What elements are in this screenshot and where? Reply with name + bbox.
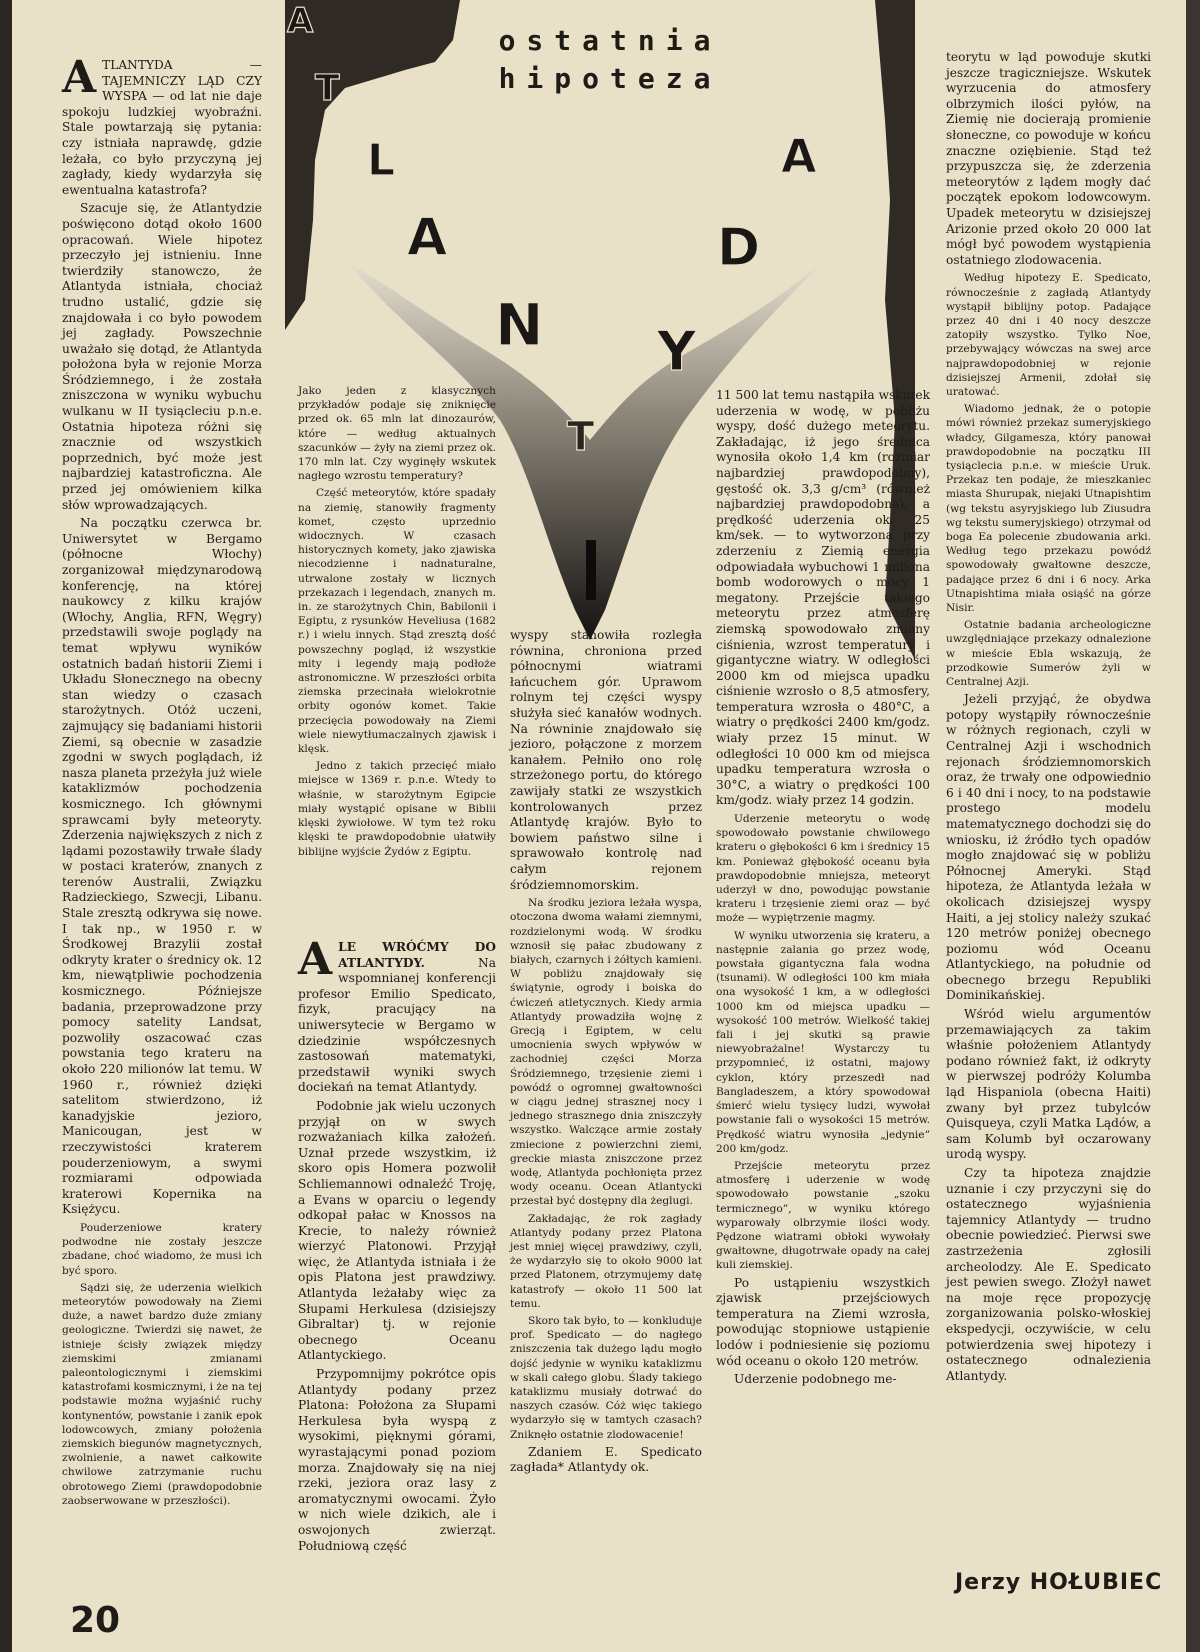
headline-line-1: ostatnia — [498, 24, 722, 57]
paragraph — [510, 628, 702, 893]
paragraph-text: Uderzenie podobnego me- — [734, 1372, 897, 1387]
paragraph — [946, 271, 1151, 399]
big-letter-1: A — [287, 1, 314, 41]
headline — [460, 22, 760, 98]
big-letter-4: A — [407, 208, 448, 268]
paragraph-text: Wśród wielu argumentów przemawiających za takim właśnie położeniem Atlantydy podano również fakt, iż odkryty w pierwszej podróży Kolumba ląd Hispaniola (obecna Haiti) zwany był przez tubylców Quisqueya, czyli Matka Lądów, a sam Kolumb był oczarowany urodą wyspy. — [946, 1007, 1151, 1162]
paragraph — [510, 1445, 702, 1476]
big-letter-3: L — [367, 135, 396, 186]
paragraph-text: W wyniku utworzenia się krateru, a następnie zalania go przez wodę, powstała gigantyczna fala wodna (tsunami). W odległości 100 km miała ona wysokość 1 km, a w odległości 1000 km od miejsca upadku — wysokość 100 metrów. Wielkość takiej fali i jej skutki są prawie niewyobrażalne! Wystarczy tu przypomnieć, iż ostatni, majowy cyklon, który przeszedł nad Bangladeszem, a który spowodował śmierć wielu tysięcy ludzi, wywołał powstanie fali o wysokości 15 metrów. Prędkość wiatru wynosiła „jedynie” 200 km/godz. — [716, 929, 930, 1155]
paragraph-text: 11 500 lat temu nastąpiła wskutek uderzenia w wodę, w pobliżu wyspy, dość dużego meteorytu. Zakładając, iż jego średnica wynosiła około 1,4 km (rozmiar najbardziej prawdopodobny), gęstość ok. 3,3 g/cm³ (również najbardziej prawdopodobna), a prędkość uderzenia ok. 25 km/sek. — to wytworzona przy zderzeniu z Ziemią energia odpowiadała wybuchowi 1 miliona bomb wodorowych o mocy 1 megatony. Przejście takiego meteorytu przez atmosferę ziemską spowodowało zmiany ciśnienia, wzrost temperatury i gigantyczne wiatry. W odległości 2000 km od miejsca upadku ciśnienie wzrosło o 8,5 atmosfery, temperatura wzrosła o 480°C, a wiatry o prędkości 2400 km/godz. wiały przez 15 minut. W odległości 10 000 km od miejsca upadku temperatura wzrosła o 30°C, a wiatry o prędkości 100 km/godz. wiały przez 14 godzin. — [716, 388, 930, 808]
section-lead: LE WRÓĆMY DO ATLANTYDY. — [338, 940, 496, 970]
text-column-4 — [716, 388, 930, 1391]
right-edge-band — [1186, 0, 1200, 1652]
paragraph-text: Czy ta hipoteza znajdzie uznanie i czy przyczyni się do ostatecznego wyjaśnienia tajemnicy Atlantydy — trudno obecnie powiedzieć. Pierwsi swe zastrzeżenia zgłosili archeolodzy. Ale E. Spedicato jest pewien swego. Złożył nawet na moje ręce propozycję zorganizowania polsko-włoskiej ekspedycji, oczywiście, w celu potwierdzenia swej hipotezy i ostatecznego odnalezienia Atlantydy. — [946, 1166, 1151, 1383]
paragraph-text: Pouderzeniowe kratery podwodne nie zostały jeszcze zbadane, choć wiadomo, że musi ich być sporo. — [62, 1221, 262, 1277]
paragraph — [946, 402, 1151, 615]
paragraph-text: Podobnie jak wielu uczonych przyjął on w swych rozważaniach kilka założeń. Uznał przede wszystkim, iż skoro opis Homera pozwolił Schliemannowi odnaleźć Troję, a Evans w oparciu o legendy odkopał pałac w Knossos na Krecie, to należy również wierzyć Platonowi. Przyjął więc, że Atlantyda istniała i że opis Platona jest prawdziwy. Atlantyda leżałaby więc za Słupami Herkulesa (dzisiejszy Gibraltar) tj. w rejonie obecnego Oceanu Atlantyckiego. — [298, 1098, 496, 1363]
paragraph — [62, 52, 262, 198]
paragraph-text: Wiadomo jednak, że o potopie mówi również przekaz sumeryjskiego władcy, Gilgamesza, który panował prawdopodobnie na początku III tysiąclecia p.n.e. w mieście Uruk. Przekaz ten podaje, że mieszkaniec miasta Shurupak, niejaki Utnapishtim (wg tekstu asyryjskiego lub Ziusudra wg tekstu sumeryjskiego) otrzymał od boga Ea polecenie zbudowania arki. Według tego przekazu powódź spowodowały gwałtowne deszcze, padające przez 6 dni i 6 nocy. Arka Utnapishtima miała osiąść na górze Nisir. — [946, 403, 1151, 614]
paragraph-text: Według hipotezy E. Spedicato, równocześnie z zagładą Atlantydy wystąpił biblijny potop. Padające przez 40 dni i 40 nocy deszcze zatopiły wszystko. Tylko Noe, przebywający wówczas na swej arce najprawdopodobniej w rejonie dzisiejszej Armenii, zdołał się uratować. — [946, 272, 1151, 398]
drop-cap: A — [298, 934, 333, 985]
paragraph-text: Zdaniem E. Spedicato zagłada* Atlantydy ok. — [510, 1444, 702, 1475]
paragraph — [716, 388, 930, 809]
big-letter-9: A — [781, 129, 817, 183]
paragraph — [946, 618, 1151, 689]
big-letter-6: T — [567, 414, 595, 460]
paragraph-text: Część meteorytów, które spadały na ziemię, stanowiły fragmenty komet, często uprzednio widocznych. W czasach historycznych komety, jako zjawiska niecodzienne i nadnaturalne, utrwalone zostały w licznych przekazach i legendach, znanych m. in. ze starożytnych Chin, Babilonii i Egiptu, z rysunków Heveliusa (1682 r.) i wielu innych. Stąd zresztą dość powszechny pogląd, iż wszystkie mity i legendy mają podłoże astronomiczne. W przeszłości orbita ziemska przecinała wielokrotnie orbity ogonów komet. Takie przecięcia powodowały na Ziemi wiele niewytłumaczalnych zjawisk i klęsk. — [298, 487, 496, 756]
paragraph-text: Szacuje się, że Atlantydzie poświęcono dotąd około 1600 opracowań. Wiele hipotez przeczyło jej istnieniu. Inne twierdziły stanowczo, że Atlantyda istniała, chociaż trudno ustalić, gdzie się znajdowała i co było powodem jej zagłady. Powszechnie uważało się dotąd, że Atlantyda położona była w rejonie Morza Śródziemnego, i że została zniszczona w wyniku wybuchu wulkanu w II tysiącleciu p.n.e. Ostatnia hipoteza różni się znacznie od wszystkich poprzednich, być może jest najbardziej katastroficzna. Ale przed jej omówieniem kilka słów wprowadzających. — [62, 201, 262, 512]
big-letter-2: T — [315, 68, 340, 109]
page-number: 20 — [70, 1600, 121, 1641]
paragraph-text: Jeżeli przyjąć, że obydwa potopy wystąpiły równocześnie w różnych regionach, czyli w Centralnej Azji i wschodnich rejonach śródziemnomorskich oraz, że trwały one odpowiednio 6 i 40 dni i nocy, to na podstawie prostego modelu matematycznego dochodzi się do wniosku, iż źródło tych opadów mogło znajdować się w pobliżu Północnej Ameryki. Stąd hipoteza, że Atlantyda leżała w okolicach dzisiejszej wyspy Haiti, a jej stolicy należy szukać 120 metrów poniżej obecnego poziomu wód Oceanu Atlantyckiego, na południe od obecnego brzegu Republiki Dominikańskiej. — [946, 692, 1151, 1003]
text-column-5 — [946, 50, 1151, 1387]
paragraph — [510, 1314, 702, 1442]
text-column-1 — [62, 52, 262, 1511]
paragraph — [62, 516, 262, 1218]
paragraph — [298, 486, 496, 756]
paragraph — [946, 50, 1151, 268]
drop-cap: A — [62, 52, 97, 103]
paragraph-text: Sądzi się, że uderzenia wielkich meteorytów powodowały na Ziemi duże, a nawet bardzo duże zmiany geologiczne. Twierdzi się nawet, że istnieje ścisły związek między ziemskimi zmianami paleontologicznymi i ziemskimi katastrofami kosmicznymi, i że na tej podstawie można wyjaśnić ruchy kontynentów, powstanie i zanik epok lodowcowych, zmiany położenia ziemskich biegunów magnetycznych, zwolnienie, a nawet całkowite chwilowe zatrzymanie ruchu obrotowego Ziemi (prawdopodobnie zaobserwowane w przeszłości). — [62, 1281, 262, 1507]
paragraph — [298, 384, 496, 483]
big-letter-5: N — [495, 291, 544, 359]
paragraph-text: teorytu w ląd powoduje skutki jeszcze tragiczniejsze. Wskutek wyrzucenia do atmosfery olbrzymich ilości pyłów, na Ziemię nie docierają promienie słoneczne, co powoduje w końcu znaczne oziębienie. Stąd też przypuszcza się, że zderzenia meteorytów z lądem mogły dać początek epokom lodowcowym. Upadek meteorytu w dzisiejszej Arizonie przed około 20 000 lat mógł być powodem wystąpienia ostatniego zlodowacenia. — [946, 50, 1151, 267]
paragraph-text: TLANTYDA — TAJEMNICZY LĄD CZY WYSPA — od lat nie daje spokoju ludzkiej wyobraźni. Stale powtarzają się pytania: czy istniała naprawdę, gdzie leżała, co było przyczyną jej zagłady, kiedy wydarzyła się ewentualna katastrofa? — [62, 58, 262, 197]
paragraph-text: Na środku jeziora leżała wyspa, otoczona dwoma wałami ziemnymi, rozdzielonymi wodą. W środku wznosił się pałac zbudowany z białych, czarnych i żółtych kamieni. W pobliżu znajdowały się świątynie, ogrody i boiska do ćwiczeń atletycznych. Kiedy armia Atlantydy prowadziła wojnę z Grecją i Egiptem, w celu umocnienia swych wpływów w zachodniej części Morza Śródziemnego, trzęsienie ziemi i powódź o ogromnej gwałtowności w ciągu jednej strasznej nocy i jednego strasznego dnia zniszczyły wszystko. Walczące armie zostały zmiecione z powierzchni ziemi, greckie miasta zniszczone przez wodę, Atlantyda pochłonięta przez wody oceanu. Ocean Atlantycki przestał być dostępny dla żeglugi. — [510, 897, 702, 1208]
paragraph-text: Przejście meteorytu przez atmosferę i uderzenie w wodę spowodowało powstanie „szoku termicznego”, w wyniku którego wyparowały olbrzymie ilości wody. Pędzone wiatrami obłoki wywołały gwałtowne, długotrwałe opady na całej kuli ziemskiej. — [716, 1159, 930, 1272]
big-letter-8: D — [717, 218, 761, 278]
paragraph — [716, 1159, 930, 1273]
paragraph-text: Na wspomnianej konferencji profesor Emilio Spedicato, fizyk, pracujący na uniwersytecie w Bergamo w dziedzinie współczesnych zastosowań matematyki, przedstawił wyniki swych dociekań na temat Atlantydy. — [298, 955, 496, 1095]
text-column-2 — [298, 384, 496, 862]
paragraph-text: Jako jeden z klasycznych przykładów podaje się zniknięcie przed ok. 65 mln lat dinozaurów, które — według aktualnych szacunków — żyły na ziemi przez ok. 170 mln lat. Czy wyginęły wskutek nagłego wzrostu temperatury? — [298, 385, 496, 483]
paragraph-text: Uderzenie meteorytu o wodę spowodowało powstanie chwilowego krateru o głębokości 6 km i średnicy 15 km. Ponieważ głębokość oceanu była prawdopodobnie mniejsza, meteoryt uderzył w dno, powodując powstanie krateru i trzęsienie ziemi oraz — być może — wypiętrzenie magmy. — [716, 813, 930, 925]
paragraph — [298, 934, 496, 1096]
paragraph-text: Jedno z takich przecięć miało miejsce w 1369 r. p.n.e. Wtedy to właśnie, w starożytnym Egipcie miały wystąpić opisane w Biblii klęski żywiołowe. W tym też roku klęski te prawdopodobnie ułatwiły biblijne wyjście Żydów z Egiptu. — [298, 760, 496, 858]
paragraph — [298, 1367, 496, 1554]
paragraph — [716, 812, 930, 926]
paragraph — [510, 896, 702, 1208]
paragraph-text: Zakładając, że rok zagłady Atlantydy podany przez Platona jest mniej więcej prawdziwy, czyli, że wydarzyło się to około 9000 lat przed Platonem, otrzymujemy datę katastrofy — około 11 500 lat temu. — [510, 1212, 702, 1310]
paragraph — [716, 1372, 930, 1388]
paragraph — [946, 1007, 1151, 1163]
paragraph — [298, 759, 496, 858]
paragraph-text: Przypomnijmy pokrótce opis Atlantydy podany przez Platona: Położona za Słupami Herkulesa była wyspą z wysokimi, pięknymi górami, wyrastającymi ponad poziom morza. Znajdowały się na niej rzeki, jeziora oraz lasy z aromatycznymi owocami. Żyło w nich wiele dzikich, ale i oswojonych zwierząt. Południową część — [298, 1367, 496, 1553]
vortex-tip — [586, 540, 596, 600]
paragraph — [510, 1212, 702, 1311]
paragraph — [946, 1166, 1151, 1384]
paragraph — [716, 1276, 930, 1370]
paragraph — [298, 1099, 496, 1364]
author-signature: Jerzy HOŁUBIEC — [955, 1570, 1163, 1595]
paragraph — [62, 1221, 262, 1278]
paragraph — [716, 929, 930, 1156]
left-edge-band — [0, 0, 12, 1652]
paragraph-text: Ostatnie badania archeologiczne uwzględniające przekazy odnalezione w mieście Ebla wskazują, że przodkowie Sumerów żyli w Centralnej Azji. — [946, 619, 1151, 688]
paragraph-text: Po ustąpieniu wszystkich zjawisk przejściowych temperatura na Ziemi wzrosła, powodując stopniowe ustąpienie lodów i podniesienie się poziomu wód oceanu o około 120 metrów. — [716, 1275, 930, 1368]
paragraph-text: wyspy stanowiła rozległa równina, chroniona przed północnymi wiatrami łańcuchem gór. Uprawom rolnym tej części wyspy służyła sieć kanałów wodnych. Na równinie znajdowało się jezioro, połączone z morzem kanałem. Pełniło ono rolę strzeżonego portu, do którego zawijały statki ze wszystkich kontrolowanych przez Atlantydę krajów. Było to bowiem państwo silne i sprawowało kontrolę nad całym rejonem śródziemnomorskim. — [510, 628, 702, 892]
big-letter-7: Y — [657, 320, 697, 383]
headline-line-2: hipoteza — [498, 62, 722, 95]
paragraph — [62, 201, 262, 513]
text-column-3 — [510, 628, 702, 1479]
paragraph — [62, 1281, 262, 1508]
paragraph-text: Na początku czerwca br. Uniwersytet w Bergamo (północne Włochy) zorganizował międzynarodową konferencję, na której naukowcy z kilku krajów (Włochy, Anglia, RFN, Węgry) przedstawili swoje poglądy na temat wpływu wyników ostatnich badań historii Ziemi i Układu Słonecznego na obecny stan wiedzy o czasach starożytnych. Otóż uczeni, zajmujący się badaniami historii Ziemi, są obecnie w zasadzie zgodni w swych poglądach, iż nasza planeta przeżyła już wiele kataklizmów pochodzenia kosmicznego. Ich głównymi sprawcami były meteoryty. Zderzenia największych z nich z lądami pozostawiły trwałe ślady w postaci kraterów, znanych z terenów Australii, Związku Radzieckiego, Szwecji, Libanu. Stale zresztą odkrywa się nowe. I tak np., w 1950 r. w Środkowej Brazylii został odkryty krater o średnicy ok. 12 km, niewątpliwie pochodzenia kosmicznego. Późniejsze badania, przeprowadzone przy pomocy satelity Landsat, pozwoliły oszacować czas powstania tego krateru na około 220 milionów lat temu. W 1960 r., również dzięki satelitom stwierdzono, iż kanadyjskie jezioro, Manicougan, jest w rzeczywistości kraterem pouderzeniowym, a swymi rozmiarami odpowiada kraterowi Kopernika na Księżycu. — [62, 516, 262, 1217]
paragraph — [946, 692, 1151, 1004]
paragraph-text: Skoro tak było, to — konkluduje prof. Spedicato — do nagłego zniszczenia tak dużego lądu mogło dojść jedynie w wyniku kataklizmu w skali całego globu. Ślady takiego kataklizmu musiały dotrwać do naszych czasów. Cóż więc takiego wydarzyło się w tamtych czasach? Zniknęło ostatnie zlodowacenie! — [510, 1314, 702, 1441]
text-column-2-lower — [298, 934, 496, 1557]
